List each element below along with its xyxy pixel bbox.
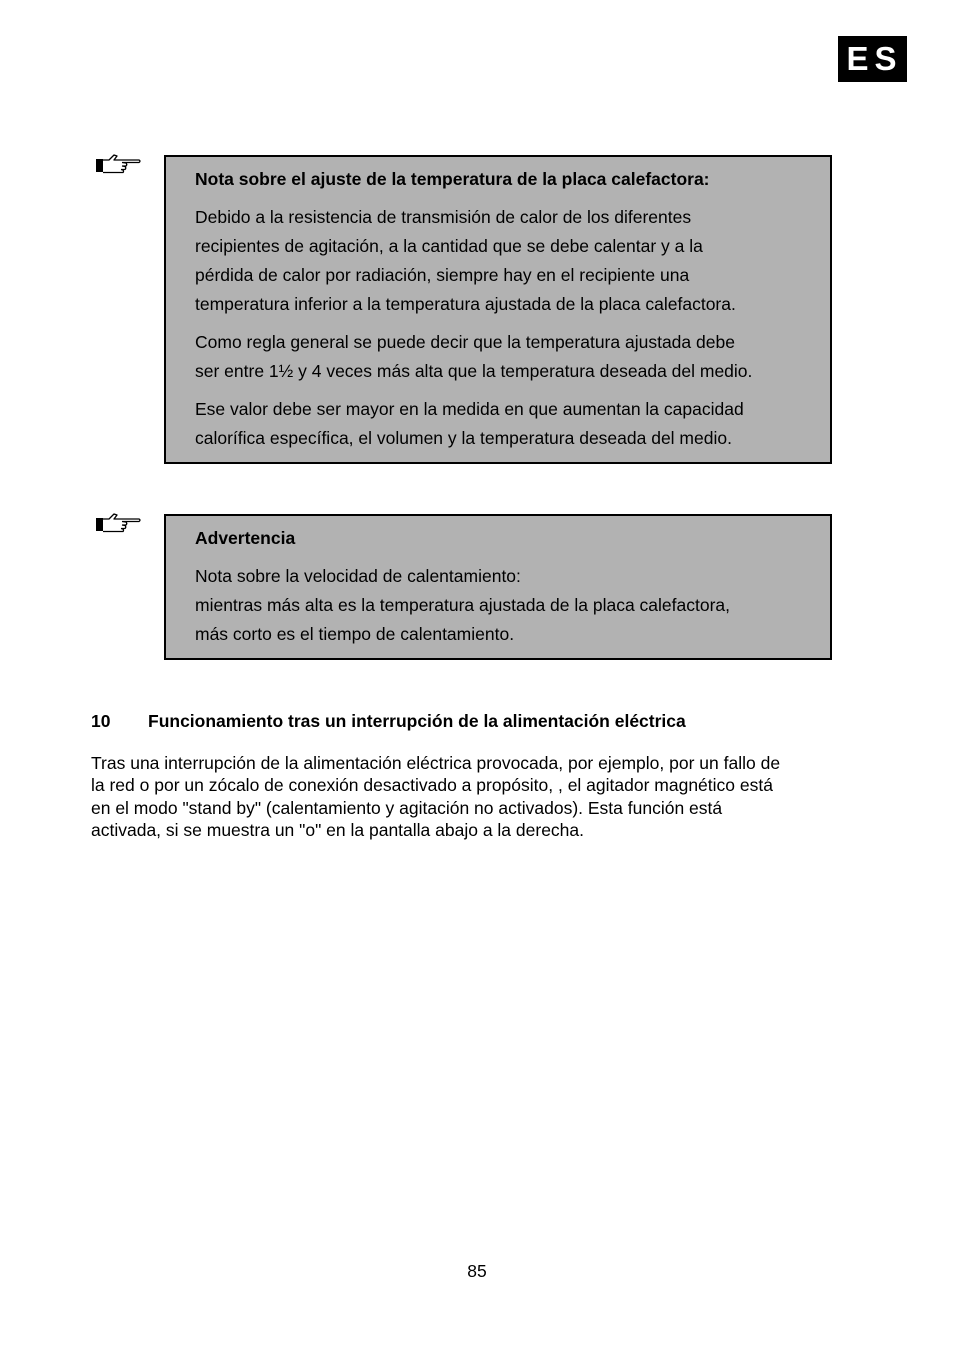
body-line: en el modo "stand by" (calentamiento y agitación no activados). Esta función está (91, 797, 723, 818)
note-paragraph (195, 203, 810, 319)
note-paragraph (195, 328, 810, 386)
note-line: Ese valor debe ser mayor en la medida en que aumentan la capacidad (195, 399, 744, 419)
note-line: más corto es el tiempo de calentamiento. (195, 624, 515, 644)
temperature-note-box (164, 155, 832, 464)
note-line: recipientes de agitación, a la cantidad que se debe calentar y a la (195, 236, 703, 256)
note-line: mientras más alta es la temperatura ajustada de la placa calefactora, (195, 595, 731, 615)
pointing-hand-icon (95, 511, 143, 535)
note-line: Debido a la resistencia de transmisión de calor de los diferentes (195, 207, 692, 227)
body-line: activada, si se muestra un "o" en la pantalla abajo a la derecha. (91, 819, 585, 840)
page-number: 85 (467, 1261, 487, 1281)
note-title: Nota sobre el ajuste de la temperatura de la placa calefactora: (195, 169, 710, 189)
note-line: calorífica específica, el volumen y la temperatura deseada del medio. (195, 428, 732, 448)
pointing-hand-icon (95, 152, 143, 176)
note-line: Nota sobre la velocidad de calentamiento: (195, 566, 521, 586)
note-title: Advertencia (195, 528, 296, 548)
body-line: la red o por un zócalo de conexión desactivado a propósito, , el agitador magnético está (91, 775, 773, 796)
body-line: Tras una interrupción de la alimentación eléctrica provocada, por ejemplo, por un fallo de (91, 753, 781, 773)
section-title: Funcionamiento tras un interrupción de la alimentación eléctrica (148, 711, 686, 731)
note-paragraph (195, 562, 810, 649)
section-heading (91, 710, 686, 732)
warning-note-box (164, 514, 832, 660)
section-body (91, 752, 861, 841)
note-line: pérdida de calor por radiación, siempre hay en el recipiente una (195, 265, 690, 285)
note-line: ser entre 1½ y 4 veces más alta que la temperatura deseada del medio. (195, 361, 753, 381)
note-paragraph (195, 395, 810, 453)
language-badge: ES (838, 36, 907, 82)
note-line: temperatura inferior a la temperatura ajustada de la placa calefactora. (195, 294, 736, 314)
note-line: Como regla general se puede decir que la temperatura ajustada debe (195, 332, 735, 352)
section-number: 10 (91, 711, 111, 731)
